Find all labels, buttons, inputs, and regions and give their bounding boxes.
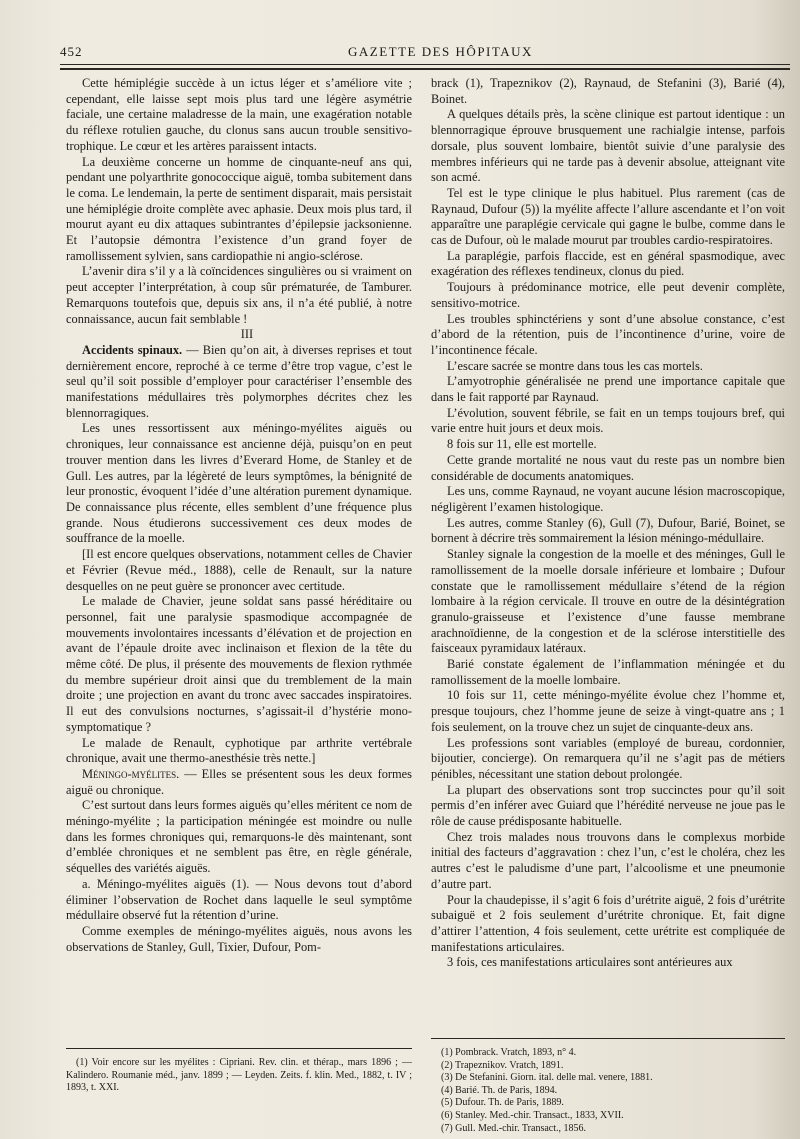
footnote: (6) Stanley. Med.-chir. Transact., 1833, XVII.	[441, 1109, 624, 1121]
footnote-rule	[431, 1038, 785, 1039]
paragraph: La deuxième concerne un homme de cinquante-neuf ans qui, pendant une polyarthrite gonococcique aiguë, tomba subitement dans le coma. Le lendemain, la perte de sentiment disparait, mais persistait une hémiplégie droite complète avec aphasie. Deux mois plus tard, il mourut ayant eu dix attaques subintrantes d’épilepsie jacksonienne. Et l’autopsie démontra l’existence d’un grand foyer de ramollissement sylvien, sans cardiopathie ni angio-sclérose.	[66, 154, 412, 263]
paragraph	[66, 767, 412, 798]
paragraph: L’amyotrophie généralisée ne prend une importance capitale que dans le fait rapporté par Raynaud.	[431, 374, 785, 405]
page-number: 452	[60, 44, 83, 59]
footnotes-left	[66, 1048, 412, 1095]
paragraph: Pour la chaudepisse, il s’agit 6 fois d’urétrite aiguë, 2 fois d’urétrite subaiguë et 2 fois seulement d’urétrite chronique. Et, fait digne d’attirer l’attention, 4 fois seulement, cette urétrite est compliquée de manifestations articulaires.	[431, 892, 785, 954]
paragraph: Les uns, comme Raynaud, ne voyant aucune lésion macroscopique, négligèrent l’examen histologique.	[431, 484, 785, 514]
paragraph: Le malade de Chavier, jeune soldat sans passé héréditaire ou personnel, fait une paralysie spasmodique accompagnée de mouvements involontaires incessants d’élévation et de projection en avant de l’épaule droite avec inclinaison et flexion de la tête du même côté. De plus, il présente des mouvements de flexion rythmée du membre supérieur droit ainsi que du tremblement de la main droite ; une projection en avant du tronc avec saccades inspiratoires. Il eut des convulsions nocturnes, s’agissait-il d’hystérie mono-symptomatique ?	[66, 594, 412, 734]
paragraph: 3 fois, ces manifestations articulaires sont antérieures aux	[447, 955, 733, 970]
paragraph: Les troubles sphinctériens y sont d’une absolue constance, c’est d’abord de la rétention, puis de l’incontinence d’urine, voire de l’incontinence fécale.	[431, 311, 785, 357]
paragraph	[66, 343, 412, 422]
footnote: (1) Pombrack. Vratch, 1893, n° 4.	[441, 1047, 577, 1058]
paragraph: Tel est le type clinique le plus habituel. Plus rarement (cas de Raynaud, Dufour (5)) la myélite affecte l’allure ascendante et l’on voit apparaître une paraplégie cervicale qui gagne le bulbe, comme dans le cas de Dufour, où le malade mourut par troubles cardio-respiratoires.	[431, 185, 785, 248]
paragraph: Comme exemples de méningo-myélites aiguës, nous avons les observations de Stanley, Gull, Tixier, Dufour, Pom-	[66, 923, 412, 954]
paragraph: Les unes ressortissent aux méningo-myélites aiguës ou chroniques, leur connaissance est ancienne déjà, puisqu’on en peut trouver mention dans les livres d’Everard Home, de Stanley et de Gull. Les autres, par la légèreté de leurs symptômes, la bénignité de leur pronostic, évoquent l’idée d’une altération purement dynamique. De connaissance plus récente, elles semblent d’une fréquence plus grande. Nous étudierons successivement ces deux modes de souffrance de la moelle.	[66, 421, 412, 546]
footnote-rule	[66, 1048, 412, 1049]
paragraph-text: — Bien qu’on ait, à diverses reprises et tout dernièrement encore, reproché à ce terme d’être trop vague, c’est le seul qu’il soit possible d’employer pour caractériser l’ensemble des manifestations médullaires très polymorphes décrites chez les blennorragiques.	[66, 342, 412, 420]
header-rule-thick	[60, 68, 790, 70]
paragraph: Cette grande mortalité ne nous vaut du reste pas un nombre bien considérable de documents anatomiques.	[431, 452, 785, 483]
footnote: (7) Gull. Med.-chir. Transact., 1856.	[441, 1122, 586, 1134]
running-title: GAZETTE DES HÔPITAUX	[348, 44, 533, 59]
left-column	[66, 76, 412, 955]
paragraph: C’est surtout dans leurs formes aiguës qu’elles méritent ce nom de méningo-myélite ; la participation méningée est moindre ou nulle dans les formes chroniques qui, remarquons-le dès maintenant, sont d’emblée chroniques et ne semblent pas être, en règle générale, séquelles des variétés aiguës.	[66, 798, 412, 876]
right-column	[431, 76, 785, 971]
paragraph: L’avenir dira s’il y a là coïncidences singulières ou si vraiment on peut accepter l’interprétation, à coup sûr prématurée, de Tamburer. Remarquons toutefois que, depuis six ans, il n’a été publié, à notre connaissance, aucun fait semblable !	[66, 264, 412, 326]
paragraph: L’évolution, souvent fébrile, se fait en un temps toujours bref, qui varie entre huit jours et deux mois.	[431, 405, 785, 436]
paragraph: Les autres, comme Stanley (6), Gull (7), Dufour, Barié, Boinet, se bornent à décrire très sommairement la lésion méningo-médullaire.	[431, 515, 785, 546]
header-rule-thin	[60, 64, 790, 65]
footnote: (5) Dufour. Th. de Paris, 1889.	[441, 1097, 564, 1109]
paragraph: Barié constate également de l’inflammation méningée et du ramollissement de la moelle lombaire.	[431, 657, 785, 687]
paragraph: [Il est encore quelques observations, notamment celles de Chavier et Février (Revue méd., 1888), celle de Renault, sur la nature desquelles on ne peut guère se prononcer avec certitude.	[66, 547, 412, 593]
footnote: (1) Voir encore sur les myélites : Cipriani. Rev. clin. et thérap., mars 1896 ; — Kalindero. Roumanie méd., janv. 1899 ; — Leyden. Zeits. f. klin. Med., 1882, t. IV ; 1893, t. XXI.	[66, 1057, 412, 1094]
footnote: (2) Trapeznikov. Vratch, 1891.	[441, 1059, 564, 1071]
page-header	[60, 40, 790, 62]
paragraph: 8 fois sur 11, elle est mortelle.	[447, 437, 597, 452]
paragraph: a. Méningo-myélites aiguës (1). — Nous devons tout d’abord éliminer l’observation de Rochet dans laquelle le seul symptôme médullaire observé fut la rétention d’urine.	[66, 876, 412, 923]
paragraph: 10 fois sur 11, cette méningo-myélite évolue chez l’homme et, presque toujours, chez l’homme jeune de seize à vingt-quatre ans ; 1 fois seulement, on la trouve chez un sujet de cinquante-deux ans.	[431, 688, 785, 734]
section-number: III	[240, 327, 254, 342]
paragraph: Chez trois malades nous trouvons dans le complexus morbide initial des facteurs d’aggravation : chez l’un, c’est le choléra, chez les autres c’est le paludisme d’une part, l’alcoolisme et une pneumonie d’autre part.	[431, 829, 785, 891]
paragraph: Toujours à prédominance motrice, elle peut devenir complète, sensitivo-motrice.	[431, 280, 785, 310]
paragraph: Stanley signale la congestion de la moelle et des méninges, Gull le ramollissement de la moelle dorsale inférieure et lombaire ; Dufour constate que le ramollissement médullaire s’étend de la région lombaire à la région cervicale. Il trouve en outre de la désintégration granulo-graisseuse et l’existence d’une fausse membrane arachnoïdienne, de la congestion et de la sclérose interstitielle des faisceaux pyramidaux latéraux.	[431, 547, 785, 656]
paragraph: Les professions sont variables (employé de bureau, cordonnier, bijoutier, concierge). On remarquera qu’il ne s’agit pas de métiers pénibles, nécessitant une station debout prolongée.	[431, 735, 785, 781]
paragraph: Le malade de Renault, cyphotique par arthrite vertébrale chronique, avait une thermo-anesthésie très nette.]	[66, 735, 412, 766]
footnote: (3) De Stefanini. Giorn. ital. delle mal. venere, 1881.	[441, 1072, 653, 1084]
footnotes-right	[431, 1038, 785, 1135]
paragraph: Cette hémiplégie succède à un ictus léger et s’améliore vite ; cependant, elle laisse sept mois plus tard une légère asymétrie faciale, une certaine maladresse de la main, une exagération notable du réflexe rotulien gauche, du clonus sans aucun trouble sensitivo-trophique. Le cœur et les artères paraissent intacts.	[66, 76, 412, 153]
paragraph: A quelques détails près, la scène clinique est partout identique : un blennorragique éprouve brusquement une rachialgie intense, parfois dorsale, plus souvent lombaire, bientôt suivie d’une paralysie des membres inférieurs qui ne tarde pas à devenir absolue, atteignant vite son acmé.	[431, 107, 785, 185]
paragraph: La plupart des observations sont trop succinctes pour qu’il soit permis d’en inférer avec Guiard que l’hérédité nerveuse ne joue pas le rôle de cause prédisposante habituelle.	[431, 782, 785, 829]
paragraph-text: — Elles se présentent sous les deux formes aiguë ou chronique.	[66, 766, 412, 797]
footnote: (4) Barié. Th. de Paris, 1894.	[441, 1084, 558, 1096]
run-in-heading: Accidents spinaux.	[82, 342, 183, 357]
run-in-heading: Méningo-myélites.	[82, 766, 180, 781]
paragraph: brack (1), Trapeznikov (2), Raynaud, de Stefanini (3), Barié (4), Boinet.	[431, 76, 785, 106]
paragraph: La paraplégie, parfois flaccide, est en général spasmodique, avec exagération des réflexes tendineux, clonus du pied.	[431, 248, 785, 279]
paragraph: L’escare sacrée se montre dans tous les cas mortels.	[447, 358, 703, 373]
